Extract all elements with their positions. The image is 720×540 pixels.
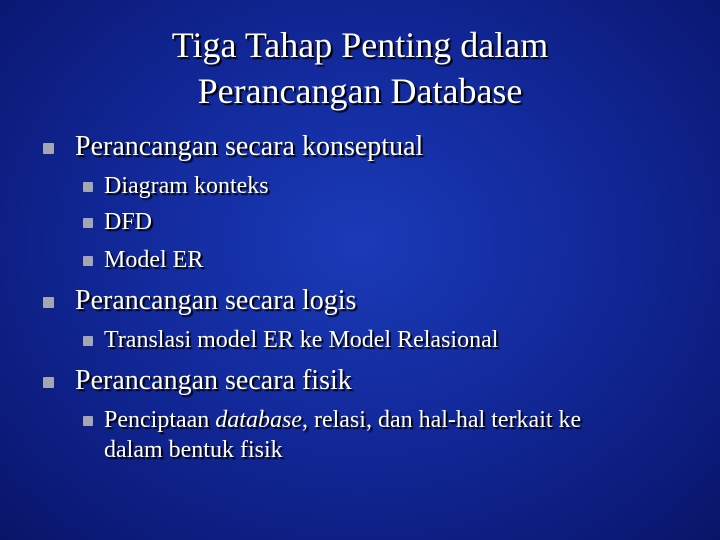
sub-item-text-after: , relasi, dan hal-hal terkait ke [301, 407, 582, 433]
square-bullet-icon [83, 182, 93, 192]
title-line-1: Tiga Tahap Penting dalam [171, 25, 549, 65]
title-line-2: Perancangan Database [197, 71, 523, 111]
section-heading-label: Perancangan secara logis [75, 285, 357, 316]
sub-item-label: DFD [104, 209, 153, 235]
square-bullet-icon [83, 336, 93, 346]
square-bullet-icon [43, 297, 54, 308]
section-heading-label: Perancangan secara fisik [75, 365, 352, 396]
sub-item-label-line2: dalam bentuk fisik [104, 437, 283, 463]
square-bullet-icon [43, 143, 54, 154]
square-bullet-icon [43, 377, 54, 388]
sub-item-label: Diagram konteks [104, 173, 269, 199]
sub-item-italic-term: database [215, 407, 302, 433]
square-bullet-icon [83, 416, 93, 426]
sub-item-label [104, 406, 581, 434]
square-bullet-icon [83, 256, 93, 266]
section-heading-label: Perancangan secara konseptual [75, 131, 424, 162]
sub-item-label: Translasi model ER ke Model Relasional [104, 327, 499, 353]
sub-item-text-before: Penciptaan [104, 407, 216, 433]
square-bullet-icon [83, 218, 93, 228]
sub-item-label: Model ER [104, 247, 204, 273]
